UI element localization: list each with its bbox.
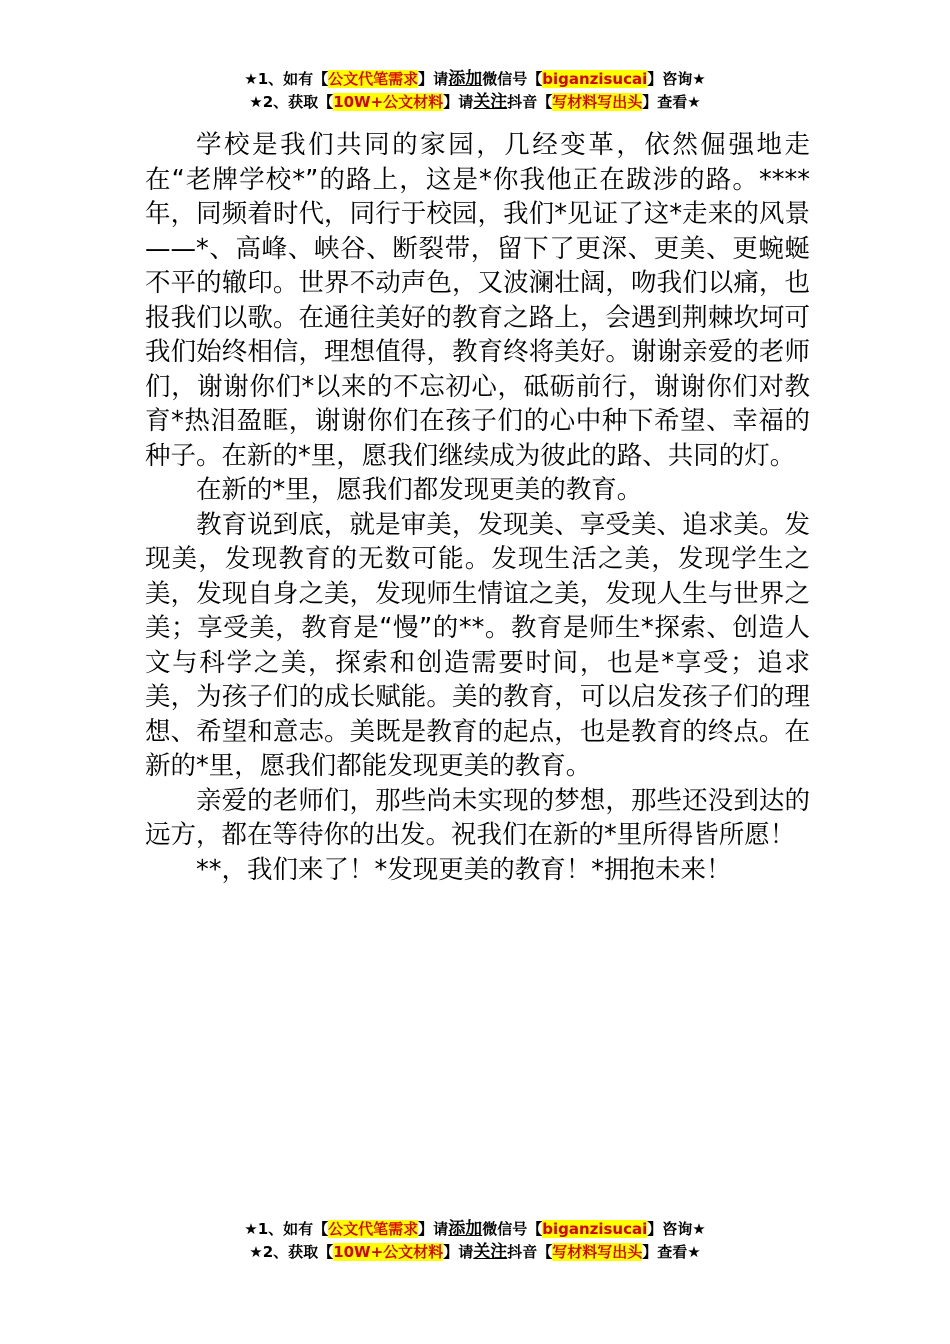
banner-highlight-service: 公文代笔需求 [328,70,419,88]
paragraph: 在新的*里，愿我们都发现更美的教育。 [196,475,643,505]
banner-line-2 [0,1241,950,1264]
document-body [145,128,810,887]
banner-highlight-douyin: 写材料写出头 [552,1243,643,1261]
header-banner [0,68,950,114]
banner-text: ★2、获取【 [249,1243,334,1261]
banner-highlight-service: 公文代笔需求 [328,1220,419,1238]
banner-text: 】咨询★ [647,1220,706,1238]
banner-highlight-wechat-id: biganzisucai [542,1220,648,1238]
banner-text: 】请 [418,70,449,88]
paragraph: 学校是我们共同的家园，几经变革，依然倔强地走在“老牌学校*”的路上，这是*你我他正在跋涉的路。****年，同频着时代，同行于校园，我们*见证了这*走来的风景——*、高峰、峡谷、断裂带，留下了更深、更美、更蜿蜒不平的辙印。世界不动声色，又波澜壮阔，吻我们以痛，也报我们以歌。在通往美好的教育之路上，会遇到荆棘坎坷可我们始终相信，理想值得，教育终将美好。谢谢亲爱的老师们，谢谢你们*以来的不忘初心，砥砺前行，谢谢你们对教育*热泪盈眶，谢谢你们在孩子们的心中种下希望、幸福的种子。在新的*里，愿我们继续成为彼此的路、共同的灯。 [145,130,810,471]
banner-emphasis: 添加 [448,1219,483,1239]
banner-text: ★1、如有【 [244,1220,329,1238]
banner-highlight-materials: 10W+公文材料 [333,1243,444,1261]
banner-text: 】请 [443,1243,474,1261]
banner-text: 微信号【 [482,70,543,88]
banner-text: ★1、如有【 [244,70,329,88]
paragraph: 教育说到底，就是审美，发现美、享受美、追求美。发现美，发现教育的无数可能。发现生活之美，发现学生之美，发现自身之美，发现师生情谊之美，发现人生与世界之美；享受美，教育是“慢”的**。教育是师生*探索、创造人文与科学之美，探索和创造需要时间，也是*享受；追求美，为孩子们的成长赋能。美的教育，可以启发孩子们的理想、希望和意志。美既是教育的起点，也是教育的终点。在新的*里，愿我们都能发现更美的教育。 [145,509,810,781]
banner-line-1 [0,68,950,91]
banner-text: 】请 [443,93,474,111]
footer-banner [0,1218,950,1264]
banner-highlight-materials: 10W+公文材料 [333,93,444,111]
banner-line-2 [0,91,950,114]
banner-text: ★2、获取【 [249,93,334,111]
banner-text: 】查看★ [642,93,701,111]
banner-highlight-douyin: 写材料写出头 [552,93,643,111]
paragraph: **，我们来了！*发现更美的教育！*拥抱未来！ [196,854,732,885]
banner-text: 】请 [418,1220,449,1238]
banner-highlight-wechat-id: biganzisucai [542,70,648,88]
banner-text: 微信号【 [482,1220,543,1238]
paragraph: 亲爱的老师们，那些尚未实现的梦想，那些还没到达的远方，都在等待你的出发。祝我们在新的*里所得皆所愿！ [145,785,810,850]
banner-emphasis: 添加 [448,69,483,89]
banner-emphasis: 关注 [473,92,508,112]
banner-text: 】咨询★ [647,70,706,88]
banner-emphasis: 关注 [473,1242,508,1262]
banner-line-1 [0,1218,950,1241]
banner-text: 抖音【 [507,93,553,111]
banner-text: 】查看★ [642,1243,701,1261]
banner-text: 抖音【 [507,1243,553,1261]
